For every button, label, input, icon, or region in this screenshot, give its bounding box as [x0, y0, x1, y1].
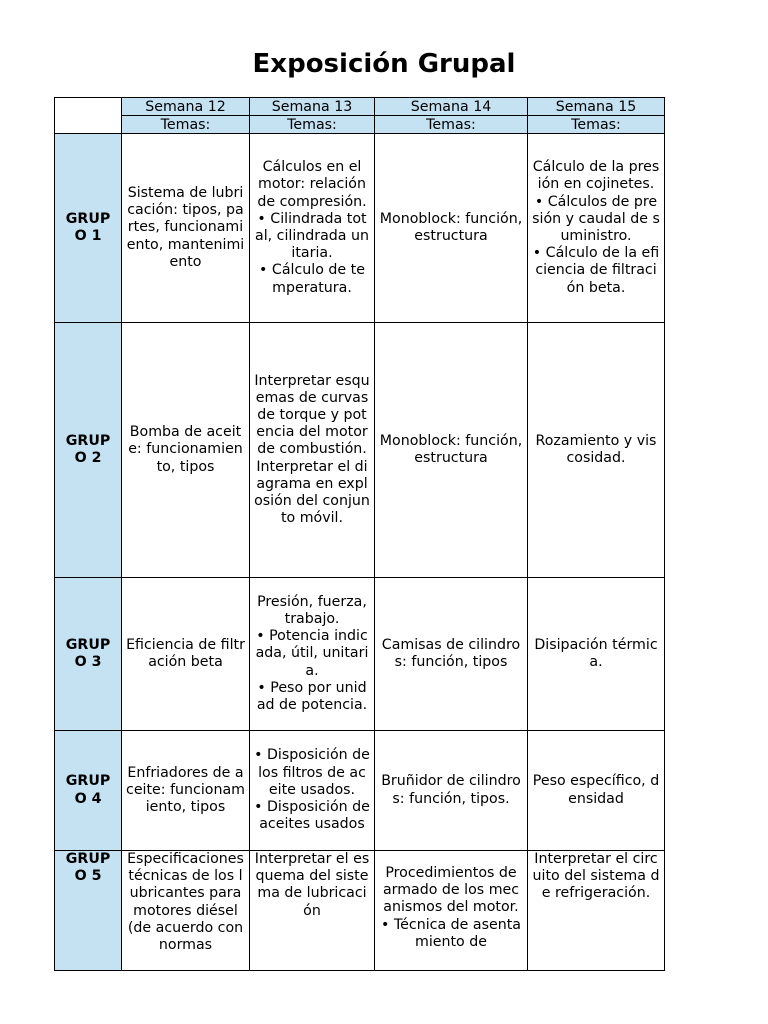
topic-cell: Interpretar el esquema del sistema de lubricación: [250, 851, 375, 971]
topic-cell: Presión, fuerza, trabajo. • Potencia indicada, útil, unitaria. • Peso por unidad de potencia.: [250, 578, 375, 731]
group-label: GRUPO 1: [55, 134, 122, 323]
table-row: [55, 731, 665, 851]
header-row-topics: [55, 116, 665, 134]
topic-cell: Peso específico, densidad: [528, 731, 665, 851]
topic-cell: Monoblock: función, estructura: [375, 323, 528, 578]
group-label: GRUPO 3: [55, 578, 122, 731]
week-header: Semana 15: [528, 98, 665, 116]
topics-header: Temas:: [375, 116, 528, 134]
topic-cell: Rozamiento y viscosidad.: [528, 323, 665, 578]
topics-header: Temas:: [528, 116, 665, 134]
topic-cell: Interpretar el circuito del sistema de refrigeración.: [528, 851, 665, 971]
topic-cell: Sistema de lubricación: tipos, partes, funcionamiento, mantenimiento: [122, 134, 250, 323]
week-header: Semana 13: [250, 98, 375, 116]
group-label: GRUPO 4: [55, 731, 122, 851]
topic-cell: Cálculo de la presión en cojinetes. • Cálculos de presión y caudal de suministro. • Cálculo de la eficiencia de filtración beta.: [528, 134, 665, 323]
page-title: Exposición Grupal: [252, 49, 516, 79]
topic-cell: • Disposición de los filtros de aceite usados. • Disposición de aceites usados: [250, 731, 375, 851]
topics-header: Temas:: [122, 116, 250, 134]
group-label: GRUPO 5: [55, 851, 122, 971]
week-header: Semana 12: [122, 98, 250, 116]
corner-cell: [55, 98, 122, 134]
table-row: [55, 851, 665, 971]
topic-cell: Monoblock: función, estructura: [375, 134, 528, 323]
topic-cell: Interpretar esquemas de curvas de torque y potencia del motor de combustión. Interpretar el diagrama en explosión del conjunto móvil.: [250, 323, 375, 578]
table-row: [55, 578, 665, 731]
schedule-table: [54, 97, 665, 971]
topic-cell: Bomba de aceite: funcionamiento, tipos: [122, 323, 250, 578]
header-row-weeks: [55, 98, 665, 116]
group-label: GRUPO 2: [55, 323, 122, 578]
topic-cell: Bruñidor de cilindros: función, tipos.: [375, 731, 528, 851]
topic-cell: Enfriadores de aceite: funcionamiento, tipos: [122, 731, 250, 851]
topics-header: Temas:: [250, 116, 375, 134]
week-header: Semana 14: [375, 98, 528, 116]
topic-cell: Cálculos en el motor: relación de compresión. • Cilindrada total, cilindrada unitaria. • Cálculo de temperatura.: [250, 134, 375, 323]
table-row: [55, 134, 665, 323]
topic-cell: Camisas de cilindros: función, tipos: [375, 578, 528, 731]
table-row: [55, 323, 665, 578]
topic-cell: Especificaciones técnicas de los lubricantes para motores diésel (de acuerdo con normas: [122, 851, 250, 971]
topic-cell: Disipación térmica.: [528, 578, 665, 731]
topic-cell: Procedimientos de armado de los mecanismos del motor. • Técnica de asentamiento de: [375, 851, 528, 971]
topic-cell: Eficiencia de filtración beta: [122, 578, 250, 731]
